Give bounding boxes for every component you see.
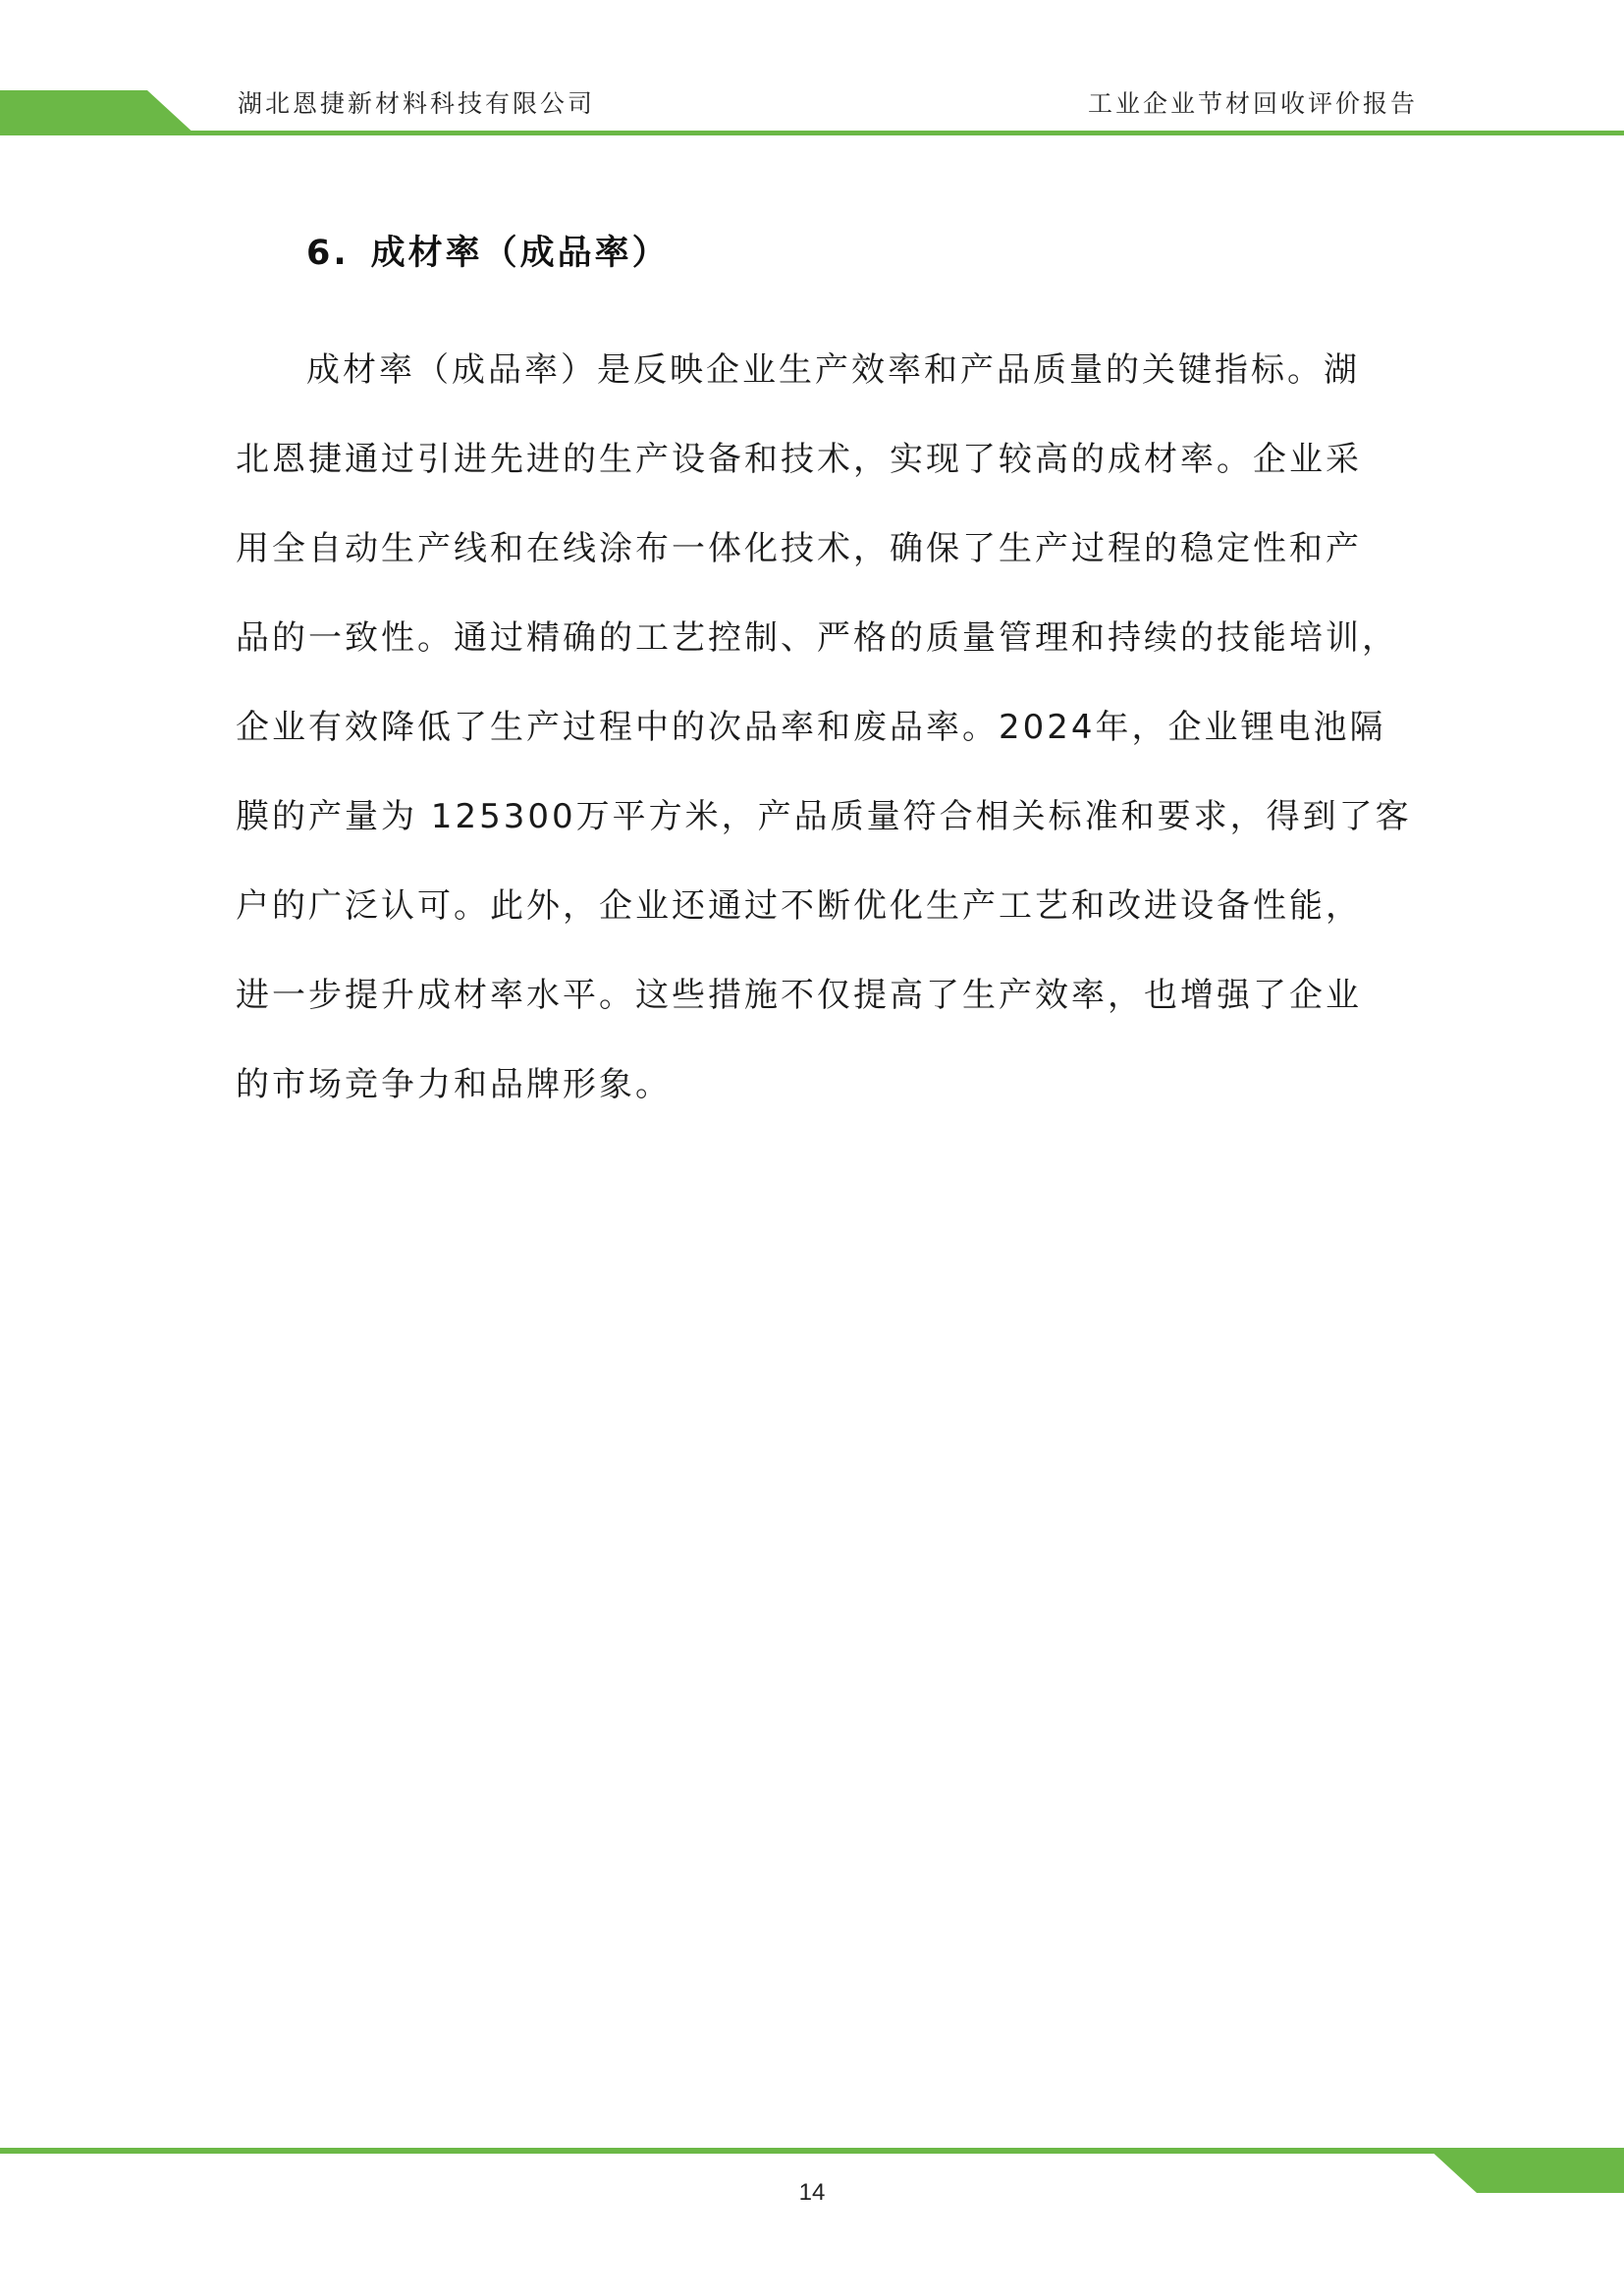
section-number: 6. bbox=[306, 234, 350, 273]
paragraph-line: 北恩捷通过引进先进的生产设备和技术，实现了较高的成材率。企业采 bbox=[236, 440, 1362, 479]
header-accent-tab bbox=[0, 90, 196, 135]
paragraph-line: 户的广泛认可。此外，企业还通过不断优化生产工艺和改进设备性能， bbox=[236, 886, 1362, 926]
paragraph-line: 进一步提升成材率水平。这些措施不仅提高了生产效率，也增强了企业 bbox=[236, 976, 1362, 1015]
paragraph-line: 用全自动生产线和在线涂布一体化技术，确保了生产过程的稳定性和产 bbox=[236, 529, 1362, 568]
paragraph-line: 的市场竞争力和品牌形象。 bbox=[236, 1065, 672, 1104]
paragraph-line: 成材率（成品率）是反映企业生产效率和产品质量的关键指标。湖 bbox=[306, 350, 1360, 390]
header-company-name: 湖北恩捷新材料科技有限公司 bbox=[238, 89, 596, 118]
footer-divider bbox=[0, 2148, 1624, 2154]
paragraph-line: 品的一致性。通过精确的工艺控制、严格的质量管理和持续的技能培训， bbox=[236, 618, 1398, 658]
page-header bbox=[0, 0, 1624, 147]
body-paragraph bbox=[236, 326, 1414, 1130]
section-heading bbox=[306, 226, 670, 275]
header-report-title: 工业企业节材回收评价报告 bbox=[1087, 89, 1418, 118]
section-title: 成材率（成品率） bbox=[370, 234, 670, 273]
paragraph-line: 膜的产量为 125300万平方米，产品质量符合相关标准和要求，得到了客 bbox=[236, 797, 1412, 836]
paragraph-line: 企业有效降低了生产过程中的次品率和废品率。2024年，企业锂电池隔 bbox=[236, 708, 1386, 747]
page-number: 14 bbox=[798, 2179, 826, 2206]
header-divider bbox=[0, 131, 1624, 135]
